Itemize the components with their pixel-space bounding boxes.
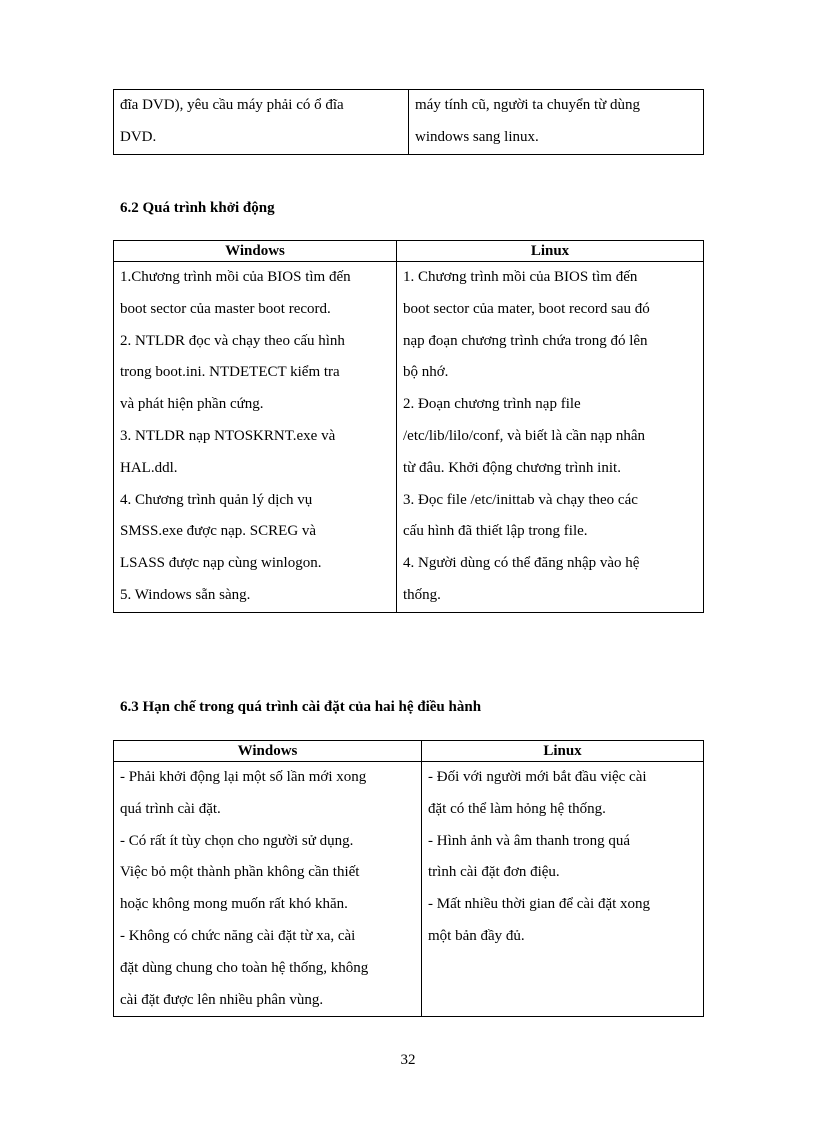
- column-header-linux: Linux: [422, 741, 704, 762]
- text-line: LSASS được nạp cùng winlogon.: [120, 555, 322, 572]
- text-line: - Đối với người mới bắt đầu việc cài: [428, 769, 647, 785]
- continuation-right-cell: [409, 90, 704, 155]
- text-line: 1.Chương trình mồi của BIOS tìm đến: [120, 269, 351, 285]
- text-line: và phát hiện phần cứng.: [120, 396, 264, 413]
- windows-limitations-cell: [114, 762, 422, 1017]
- text-line: /etc/lib/lilo/conf, và biết là cần nạp nhân: [403, 427, 645, 444]
- section-heading-6-3: 6.3 Hạn chế trong quá trình cài đặt của hai hệ điều hành: [120, 699, 482, 715]
- text-line: windows sang linux.: [415, 128, 539, 145]
- text-line: cấu hình đã thiết lập trong file.: [403, 523, 588, 540]
- column-header-windows: Windows: [114, 241, 397, 262]
- text-line: 3. NTLDR nạp NTOSKRNT.exe và: [120, 427, 336, 444]
- column-header-windows: Windows: [114, 741, 422, 762]
- text-line: hoặc không mong muốn rất khó khăn.: [120, 896, 348, 913]
- continuation-left-cell: [114, 90, 409, 155]
- text-line: nạp đoạn chương trình chứa trong đó lên: [403, 332, 648, 349]
- text-line: quá trình cài đặt.: [120, 800, 221, 817]
- text-line: DVD.: [120, 128, 157, 145]
- install-limitations-table: [113, 740, 704, 1017]
- linux-boot-cell: [397, 262, 704, 613]
- text-line: cài đặt được lên nhiều phân vùng.: [120, 991, 324, 1008]
- windows-boot-cell: [114, 262, 397, 613]
- continuation-table: [113, 89, 704, 155]
- text-line: 2. Đoạn chương trình nạp file: [403, 396, 581, 413]
- text-line: boot sector của master boot record.: [120, 300, 331, 317]
- text-line: Việc bỏ một thành phần không cần thiết: [120, 864, 360, 881]
- text-line: - Phải khởi động lại một số lần mới xong: [120, 769, 367, 785]
- text-line: - Không có chức năng cài đặt từ xa, cài: [120, 927, 356, 944]
- text-line: thống.: [403, 586, 441, 603]
- section-heading-6-2: 6.2 Quá trình khởi động: [120, 200, 275, 216]
- text-line: 4. Người dùng có thể đăng nhập vào hệ: [403, 555, 640, 572]
- text-line: đặt có thể làm hỏng hệ thống.: [428, 800, 606, 817]
- text-line: từ đâu. Khởi động chương trình init.: [403, 459, 621, 476]
- text-line: máy tính cũ, người ta chuyển từ dùng: [415, 97, 640, 113]
- text-line: đặt dùng chung cho toàn hệ thống, không: [120, 959, 369, 976]
- column-header-linux: Linux: [397, 241, 704, 262]
- text-line: 2. NTLDR đọc và chạy theo cấu hình: [120, 332, 345, 349]
- boot-process-table: [113, 240, 704, 613]
- text-line: HAL.ddl.: [120, 459, 178, 476]
- text-line: đĩa DVD), yêu cầu máy phải có ổ đĩa: [120, 97, 344, 113]
- text-line: trình cài đặt đơn điệu.: [428, 864, 560, 881]
- text-line: một bản đầy đủ.: [428, 927, 525, 944]
- page-number: 32: [400, 1052, 416, 1068]
- text-line: SMSS.exe được nạp. SCREG và: [120, 523, 317, 540]
- text-line: - Mất nhiều thời gian để cài đặt xong: [428, 896, 651, 913]
- text-line: - Hình ảnh và âm thanh trong quá: [428, 832, 631, 849]
- text-line: - Có rất ít tùy chọn cho người sử dụng.: [120, 832, 354, 849]
- text-line: boot sector của mater, boot record sau đó: [403, 300, 650, 317]
- text-line: 3. Đọc file /etc/inittab và chạy theo các: [403, 491, 638, 508]
- text-line: 4. Chương trình quản lý dịch vụ: [120, 491, 313, 508]
- text-line: bộ nhớ.: [403, 364, 449, 381]
- text-line: 1. Chương trình mồi của BIOS tìm đến: [403, 269, 638, 285]
- text-line: trong boot.ini. NTDETECT kiểm tra: [120, 364, 340, 381]
- text-line: 5. Windows sẵn sàng.: [120, 586, 251, 603]
- linux-limitations-cell: [422, 762, 704, 1017]
